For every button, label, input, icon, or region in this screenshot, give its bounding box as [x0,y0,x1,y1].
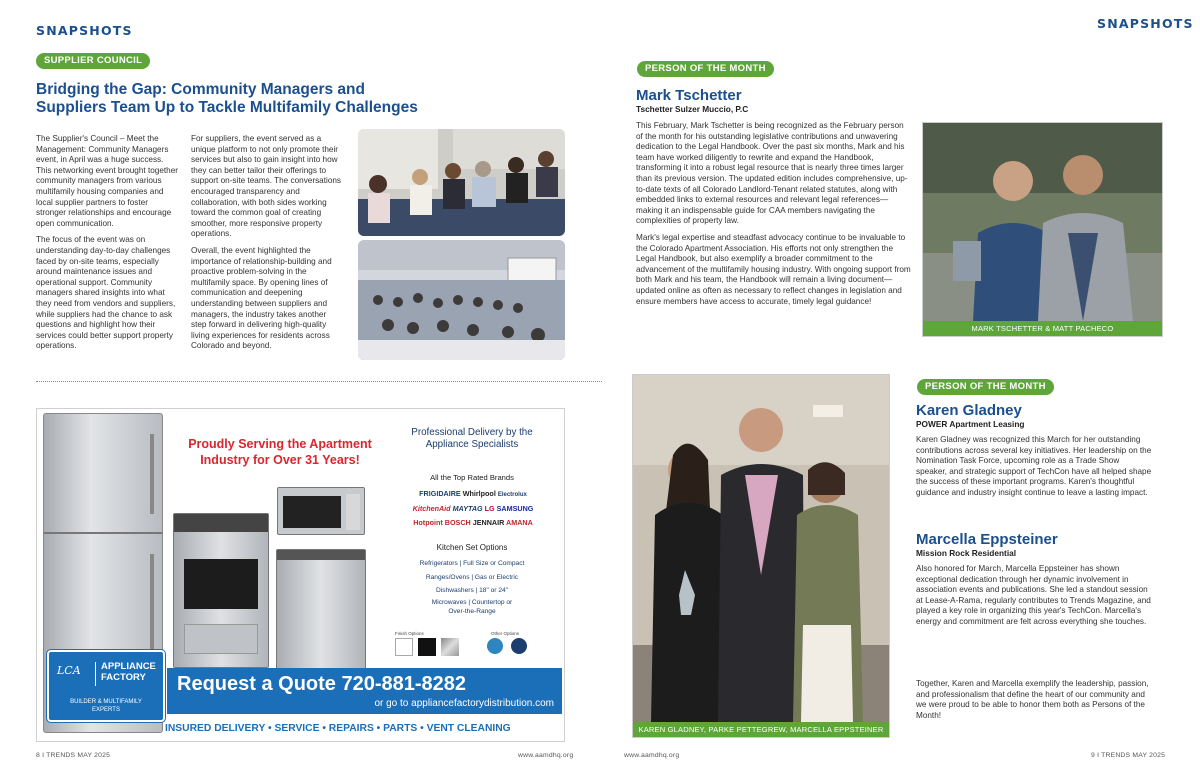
quote-banner [167,668,562,714]
kitchen-set-title: Kitchen Set Options [436,543,508,552]
brand-samsung: SAMSUNG [496,504,534,513]
group-photo [632,374,890,738]
brand-amana: AMANA [506,518,533,527]
other-options-title: Other Options [491,631,520,636]
option-item: Ranges/Ovens | Gas or Electric [425,573,519,581]
person-company-karen: POWER Apartment Leasing [916,419,1025,429]
mark-article [636,121,912,313]
brand-bosch: BOSCH [444,518,471,527]
option-item: Over-the-Range [448,607,496,615]
ad-headline [184,436,376,468]
accessibility-icon [511,638,527,654]
event-photo-1 [358,129,565,236]
article-column-1 [36,134,180,358]
tag-person-of-month-2: PERSON OF THE MONTH [917,379,1054,395]
brand-maytag: MAYTAG [452,504,483,513]
person-company-marcella: Mission Rock Residential [916,548,1017,558]
mark-photo [922,122,1163,337]
footer-page-left: 8 I TRENDS MAY 2025 [36,752,111,759]
kitchen-options [383,557,561,616]
article-column-2 [191,134,343,358]
brand-lg: LG [484,504,495,513]
finish-options-title: Finish Options [395,631,424,636]
logo-lca: LCA [57,664,81,677]
appliance-factory-ad [36,408,565,742]
paragraph: The Supplier's Council – Meet the Management: Community Managers event, in April was a huge success. This networking event brought together community managers from various multifamily housing companies and local supplier partners to foster stronger relationships and encourage open communication. [36,134,179,228]
person-name-karen: Karen Gladney [916,402,1022,419]
quote-phone[interactable]: Request a Quote 720-881-8282 [177,673,467,695]
headline-line-1: Bridging the Gap: Community Managers and [36,81,365,98]
logo-name: APPLIANCE FACTORY [101,661,156,683]
appliance-factory-logo [47,650,165,722]
footer-url-right[interactable]: www.aamdhq.org [624,752,680,759]
option-item: Refrigerators | Full Size or Compact [419,560,525,567]
paragraph: The focus of the event was on understanding day-to-day challenges faced by on-site teams, especially around maintenance issues and operational support. Community managers shared insights into what they need from vendors and suppliers, while suppliers had the chance to ask questions and highlight how their services could better support property operations. [36,235,176,351]
option-item: Dishwashers | 18" or 24" [436,587,508,594]
finish-white-swatch [395,638,413,656]
finish-black-swatch [418,638,436,656]
brand-whirlpool: Whirlpool [462,489,496,498]
section-label-left: SNAPSHOTS [36,23,133,38]
paragraph: For suppliers, the event served as a unique platform to not only promote their services but also to gain insight into how they can better tailor their offerings to support on-site teams. The conversations encouraged transparency and collaboration, with both sides working toward the common goal of creating smoother, more responsive property operations. [191,134,342,239]
group-photo-caption: KAREN GLADNEY, PARKE PETTEGREW, MARCELLA EPPSTEINER [633,722,889,737]
tag-person-of-month-1: PERSON OF THE MONTH [637,61,774,77]
finish-stainless-swatch [441,638,459,656]
quote-url[interactable]: or go to appliancefactorydistribution.com [374,698,554,709]
dishwasher-image [276,549,366,671]
brand-kitchenaid: KitchenAid [412,504,451,513]
tag-supplier-council: SUPPLIER COUNCIL [36,53,150,69]
option-item: Microwaves | Countertop or [431,598,513,606]
article-headline [36,81,476,117]
paragraph: Mark's legal expertise and steadfast advocacy continue to be invaluable to the Colorado Apartment Association. His efforts not only strengthen the Legal Handbook, but also exemplify a broader commitment to the advancement of the multifamily housing industry. With ongoing support from both Mark and his team, the Handbook will remain a living document—updated online as often as necessary to reflect changes in legislation and ensure members have access to accurate, timely legal guidance! [636,232,911,306]
headline-line-2: Suppliers Team Up to Tackle Multifamily Challenges [36,99,418,116]
footer-url-left[interactable]: www.aamdhq.org [518,752,574,759]
karen-article: Karen Gladney was recognized this March for her outstanding contributions across several key initiatives. Her leadership on the Nomination Task Force, upcoming role as a Trade Show speaker, and strategic support of TechCon have all helped shape the success of these important programs. Karen's thoughtful guidance and industry insight continue to leave a lasting impact. [916,435,1152,497]
range-image [173,513,269,668]
event-photo-2 [358,240,565,360]
brands-title: All the Top Rated Brands [430,473,514,482]
ad-headline-line-2: Industry for Over 31 Years! [200,453,360,467]
microwave-image [277,487,365,535]
section-divider [36,381,602,382]
brand-frigidaire: FRIGIDAIRE [419,489,461,498]
ad-headline-line-1: Proudly Serving the Apartment [188,437,372,451]
paragraph: Overall, the event highlighted the importance of relationship-building and proactive problem-solving in the multifamily space. By opening lines of communication and deepening understanding between suppliers and managers, the industry takes another step forward in delivering high-quality living experiences for residents across Colorado and beyond. [191,245,332,351]
pro-line-2: Appliance Specialists [425,439,519,450]
brand-jennair: JENNAIR [472,518,505,527]
mark-photo-caption: MARK TSCHETTER & MATT PACHECO [923,321,1162,336]
person-name-mark: Mark Tschetter [636,87,742,104]
brand-logos [383,487,563,530]
person-name-marcella: Marcella Eppsteiner [916,531,1058,548]
brand-electrolux: Electrolux [497,492,527,498]
ad-pro-delivery [383,427,561,451]
logo-tagline: BUILDER & MULTIFAMILY EXPERTS [70,699,142,713]
marcella-article: Also honored for March, Marcella Eppsteiner has shown exceptional dedication through her dynamic involvement in association events and publications. She led a standout session at Lease-A-Rama, regularly contributes to Trends Magazine, and played a key role in organizing this year's TechCon. Marcella's energy and commitment are felt across everything she touches. [916,564,1151,626]
ad-services: INSURED DELIVERY • SERVICE • REPAIRS • PARTS • VENT CLEANING [165,723,511,734]
paragraph: This February, Mark Tschetter is being recognized as the February person of the month for his outstanding legislative contributions and unwavering dedication to the Legal Handbook. Over the past six months, Mark and his team have worked diligently to rewrite and expand the Handbook, transforming it into a robust legal resource that is nearly three times larger than its previous version. The updated edition includes comprehensive, up-to-date texts of all Colorado Landlord-Tenant related statutes, along with embedded links to external resources and relevant legal references—making it an indispensable guide for CAA members navigating the complexities of property law. [636,121,908,226]
brand-hotpoint: Hotpoint [413,518,443,527]
footer-page-right: 9 I TRENDS MAY 2025 [1091,752,1166,759]
closing-paragraph: Together, Karen and Marcella exemplify the leadership, passion, and professionalism that define the heart of our community and we were proud to be able to honor them both as Persons of the Month! [916,679,1149,720]
section-label-right: SNAPSHOTS [1097,16,1194,31]
pro-line-1: Professional Delivery by the [411,427,533,438]
energy-star-icon [487,638,503,654]
person-company-mark: Tschetter Sulzer Muccio, P.C [636,104,749,114]
